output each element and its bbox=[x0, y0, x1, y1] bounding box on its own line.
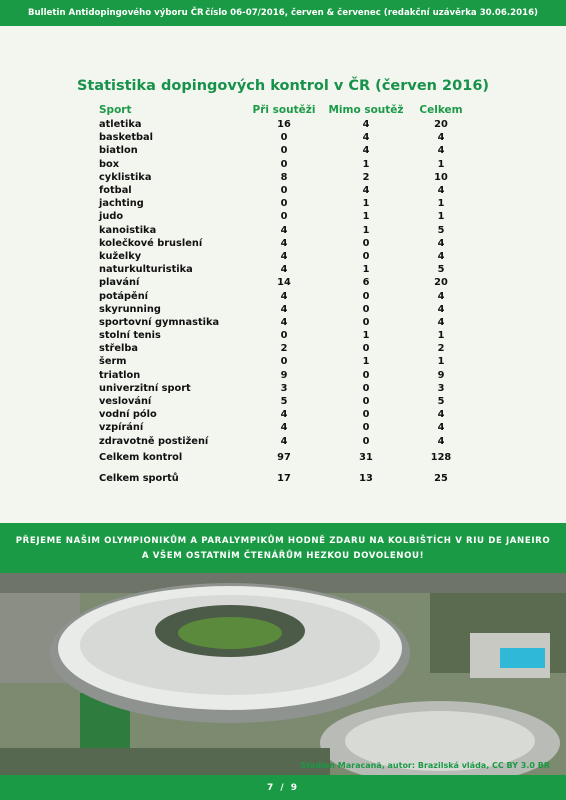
stadium-photo bbox=[0, 573, 566, 775]
table-row bbox=[99, 118, 471, 131]
cell-out-of-competition: 1 bbox=[362, 211, 370, 223]
cell-in-competition: 4 bbox=[280, 422, 288, 434]
cell-total: 1 bbox=[437, 198, 445, 210]
cell-sport: skyrunning bbox=[99, 303, 161, 315]
cell-in-competition: 4 bbox=[280, 250, 288, 262]
cell-total: 9 bbox=[437, 369, 445, 381]
cell-total: 1 bbox=[437, 211, 445, 223]
cell-sport: naturkulturistika bbox=[99, 264, 193, 276]
cell-total: 1 bbox=[437, 330, 445, 342]
cell-out-of-competition: 1 bbox=[362, 330, 370, 342]
cell-in-competition: 3 bbox=[280, 382, 288, 394]
table-header-row bbox=[99, 102, 471, 118]
total-controls-row bbox=[99, 448, 471, 467]
cell-sport: judo bbox=[99, 211, 124, 223]
table-row bbox=[99, 184, 471, 197]
cell-sport: kolečkové bruslení bbox=[99, 237, 203, 249]
cell-out-of-competition: 0 bbox=[362, 396, 370, 408]
table-row bbox=[99, 303, 471, 316]
cell-in-competition: 4 bbox=[280, 224, 288, 236]
table-row bbox=[99, 382, 471, 395]
cell-sport: Celkem sportů bbox=[99, 473, 179, 485]
table-row bbox=[99, 395, 471, 408]
cell-total: 4 bbox=[437, 409, 445, 421]
cell-sport: potápění bbox=[99, 290, 149, 302]
table-row bbox=[99, 131, 471, 144]
table-row bbox=[99, 289, 471, 302]
cell-total: 4 bbox=[437, 145, 445, 157]
cell-in-competition: 0 bbox=[280, 198, 288, 210]
banner-line-1: PŘEJEME NAŠIM OLYMPIONIKŮM A PARALYMPIKŮM HODNĚ ZDARU NA KOLBIŠTÍCH V RIU DE JANEIRO bbox=[15, 536, 551, 546]
table-row bbox=[99, 355, 471, 368]
cell-total: 4 bbox=[437, 250, 445, 262]
table-row bbox=[99, 329, 471, 342]
table-row bbox=[99, 421, 471, 434]
cell-sport: atletika bbox=[99, 119, 142, 131]
cell-out-of-competition: 4 bbox=[362, 185, 370, 197]
cell-out-of-competition: 0 bbox=[362, 369, 370, 381]
cell-sport: Celkem kontrol bbox=[99, 451, 183, 463]
issue-info: číslo 06-07/2016, červen & červenec (redakční uzávěrka 30.06.2016) bbox=[205, 8, 538, 18]
cell-in-competition: 0 bbox=[280, 145, 288, 157]
cell-in-competition: 17 bbox=[277, 473, 291, 485]
cell-total: 4 bbox=[437, 316, 445, 328]
cell-total: 3 bbox=[437, 382, 445, 394]
cell-sport: sportovní gymnastika bbox=[99, 316, 220, 328]
table-row bbox=[99, 210, 471, 223]
cell-in-competition: 5 bbox=[280, 396, 288, 408]
cell-sport: střelba bbox=[99, 343, 138, 355]
cell-out-of-competition: 1 bbox=[362, 224, 370, 236]
cell-in-competition: 4 bbox=[280, 435, 288, 447]
cell-in-competition: 0 bbox=[280, 330, 288, 342]
cell-in-competition: 4 bbox=[280, 237, 288, 249]
cell-sport: triatlon bbox=[99, 369, 141, 381]
cell-sport: vodní pólo bbox=[99, 409, 157, 421]
cell-sport: fotbal bbox=[99, 185, 132, 197]
cell-out-of-competition: 0 bbox=[362, 290, 370, 302]
table-row bbox=[99, 171, 471, 184]
total-sports-row bbox=[99, 467, 471, 491]
cell-out-of-competition: 1 bbox=[362, 198, 370, 210]
cell-sport: cyklistika bbox=[99, 171, 152, 183]
cell-out-of-competition: 0 bbox=[362, 435, 370, 447]
cell-sport: biatlon bbox=[99, 145, 138, 157]
cell-in-competition: 16 bbox=[277, 119, 291, 131]
cell-in-competition: 0 bbox=[280, 185, 288, 197]
cell-total: 4 bbox=[437, 303, 445, 315]
table-row bbox=[99, 276, 471, 289]
cell-out-of-competition: 0 bbox=[362, 316, 370, 328]
cell-out-of-competition: 0 bbox=[362, 250, 370, 262]
cell-in-competition: 4 bbox=[280, 409, 288, 421]
table-row bbox=[99, 263, 471, 276]
cell-out-of-competition: 4 bbox=[362, 132, 370, 144]
cell-total: 4 bbox=[437, 290, 445, 302]
cell-out-of-competition: 0 bbox=[362, 409, 370, 421]
cell-sport: zdravotně postižení bbox=[99, 435, 209, 447]
banner-line-2: A VŠEM OSTATNÍM ČTENÁŘŮM HEZKOU DOVOLENOU! bbox=[141, 551, 425, 561]
table-row bbox=[99, 408, 471, 421]
cell-out-of-competition: 4 bbox=[362, 145, 370, 157]
cell-total: 128 bbox=[430, 451, 452, 463]
cell-in-competition: 0 bbox=[280, 356, 288, 368]
table-row bbox=[99, 224, 471, 237]
cell-in-competition: 2 bbox=[280, 343, 288, 355]
cell-out-of-competition: 1 bbox=[362, 356, 370, 368]
cell-in-competition: 0 bbox=[280, 158, 288, 170]
cell-sport: basketbal bbox=[99, 132, 154, 144]
cell-total: 4 bbox=[437, 422, 445, 434]
cell-out-of-competition: 0 bbox=[362, 237, 370, 249]
cell-in-competition: 4 bbox=[280, 290, 288, 302]
cell-total: 2 bbox=[437, 343, 445, 355]
cell-total: 5 bbox=[437, 396, 445, 408]
table-row bbox=[99, 342, 471, 355]
cell-out-of-competition: 31 bbox=[359, 451, 373, 463]
cell-out-of-competition: 4 bbox=[362, 119, 370, 131]
cell-total: 10 bbox=[434, 171, 448, 183]
cell-sport: plavání bbox=[99, 277, 140, 289]
cell-in-competition: 0 bbox=[280, 211, 288, 223]
cell-total: 4 bbox=[437, 237, 445, 249]
table-row bbox=[99, 316, 471, 329]
cell-out-of-competition: 13 bbox=[359, 473, 373, 485]
col-header-in-competition: Při soutěži bbox=[252, 104, 316, 116]
cell-total: 5 bbox=[437, 264, 445, 276]
cell-sport: kanoistika bbox=[99, 224, 157, 236]
cell-total: 4 bbox=[437, 132, 445, 144]
cell-in-competition: 4 bbox=[280, 264, 288, 276]
cell-in-competition: 9 bbox=[280, 369, 288, 381]
col-header-total: Celkem bbox=[419, 104, 463, 116]
cell-sport: šerm bbox=[99, 356, 127, 368]
cell-in-competition: 0 bbox=[280, 132, 288, 144]
cell-total: 4 bbox=[437, 435, 445, 447]
cell-out-of-competition: 6 bbox=[362, 277, 370, 289]
cell-sport: kuželky bbox=[99, 250, 142, 262]
cell-in-competition: 4 bbox=[280, 316, 288, 328]
cell-total: 5 bbox=[437, 224, 445, 236]
cell-sport: univerzitní sport bbox=[99, 382, 191, 394]
cell-total: 20 bbox=[434, 119, 448, 131]
col-header-sport: Sport bbox=[99, 104, 132, 116]
cell-sport: vzpírání bbox=[99, 422, 144, 434]
cell-in-competition: 97 bbox=[277, 451, 291, 463]
table-row bbox=[99, 144, 471, 157]
cell-out-of-competition: 0 bbox=[362, 343, 370, 355]
cell-total: 4 bbox=[437, 185, 445, 197]
cell-out-of-competition: 0 bbox=[362, 303, 370, 315]
cell-total: 25 bbox=[434, 473, 448, 485]
table-row bbox=[99, 237, 471, 250]
table-row bbox=[99, 369, 471, 382]
page-number: 7 / 9 bbox=[0, 775, 566, 800]
cell-out-of-competition: 0 bbox=[362, 382, 370, 394]
page-title: Statistika dopingových kontrol v ČR (červen 2016) bbox=[76, 78, 490, 94]
header-bar bbox=[0, 0, 566, 26]
cell-sport: jachting bbox=[99, 198, 144, 210]
cell-sport: box bbox=[99, 158, 120, 170]
doping-stats-table bbox=[99, 102, 471, 491]
cell-total: 1 bbox=[437, 158, 445, 170]
table-row bbox=[99, 158, 471, 171]
wishes-banner bbox=[0, 523, 566, 573]
cell-out-of-competition: 1 bbox=[362, 158, 370, 170]
cell-total: 1 bbox=[437, 356, 445, 368]
cell-total: 20 bbox=[434, 277, 448, 289]
cell-sport: stolní tenis bbox=[99, 330, 161, 342]
table-row bbox=[99, 435, 471, 448]
cell-out-of-competition: 1 bbox=[362, 264, 370, 276]
cell-in-competition: 14 bbox=[277, 277, 291, 289]
cell-in-competition: 8 bbox=[280, 171, 288, 183]
cell-sport: veslování bbox=[99, 396, 152, 408]
cell-out-of-competition: 2 bbox=[362, 171, 370, 183]
photo-caption: Stadion Maracanã, autor: Brazilská vláda, CC BY 3.0 BR bbox=[300, 761, 550, 770]
table-row bbox=[99, 250, 471, 263]
bulletin-title: Bulletin Antidopingového výboru ČR bbox=[28, 8, 204, 18]
cell-in-competition: 4 bbox=[280, 303, 288, 315]
table-row bbox=[99, 197, 471, 210]
col-header-out-of-competition: Mimo soutěž bbox=[328, 104, 404, 116]
cell-out-of-competition: 0 bbox=[362, 422, 370, 434]
